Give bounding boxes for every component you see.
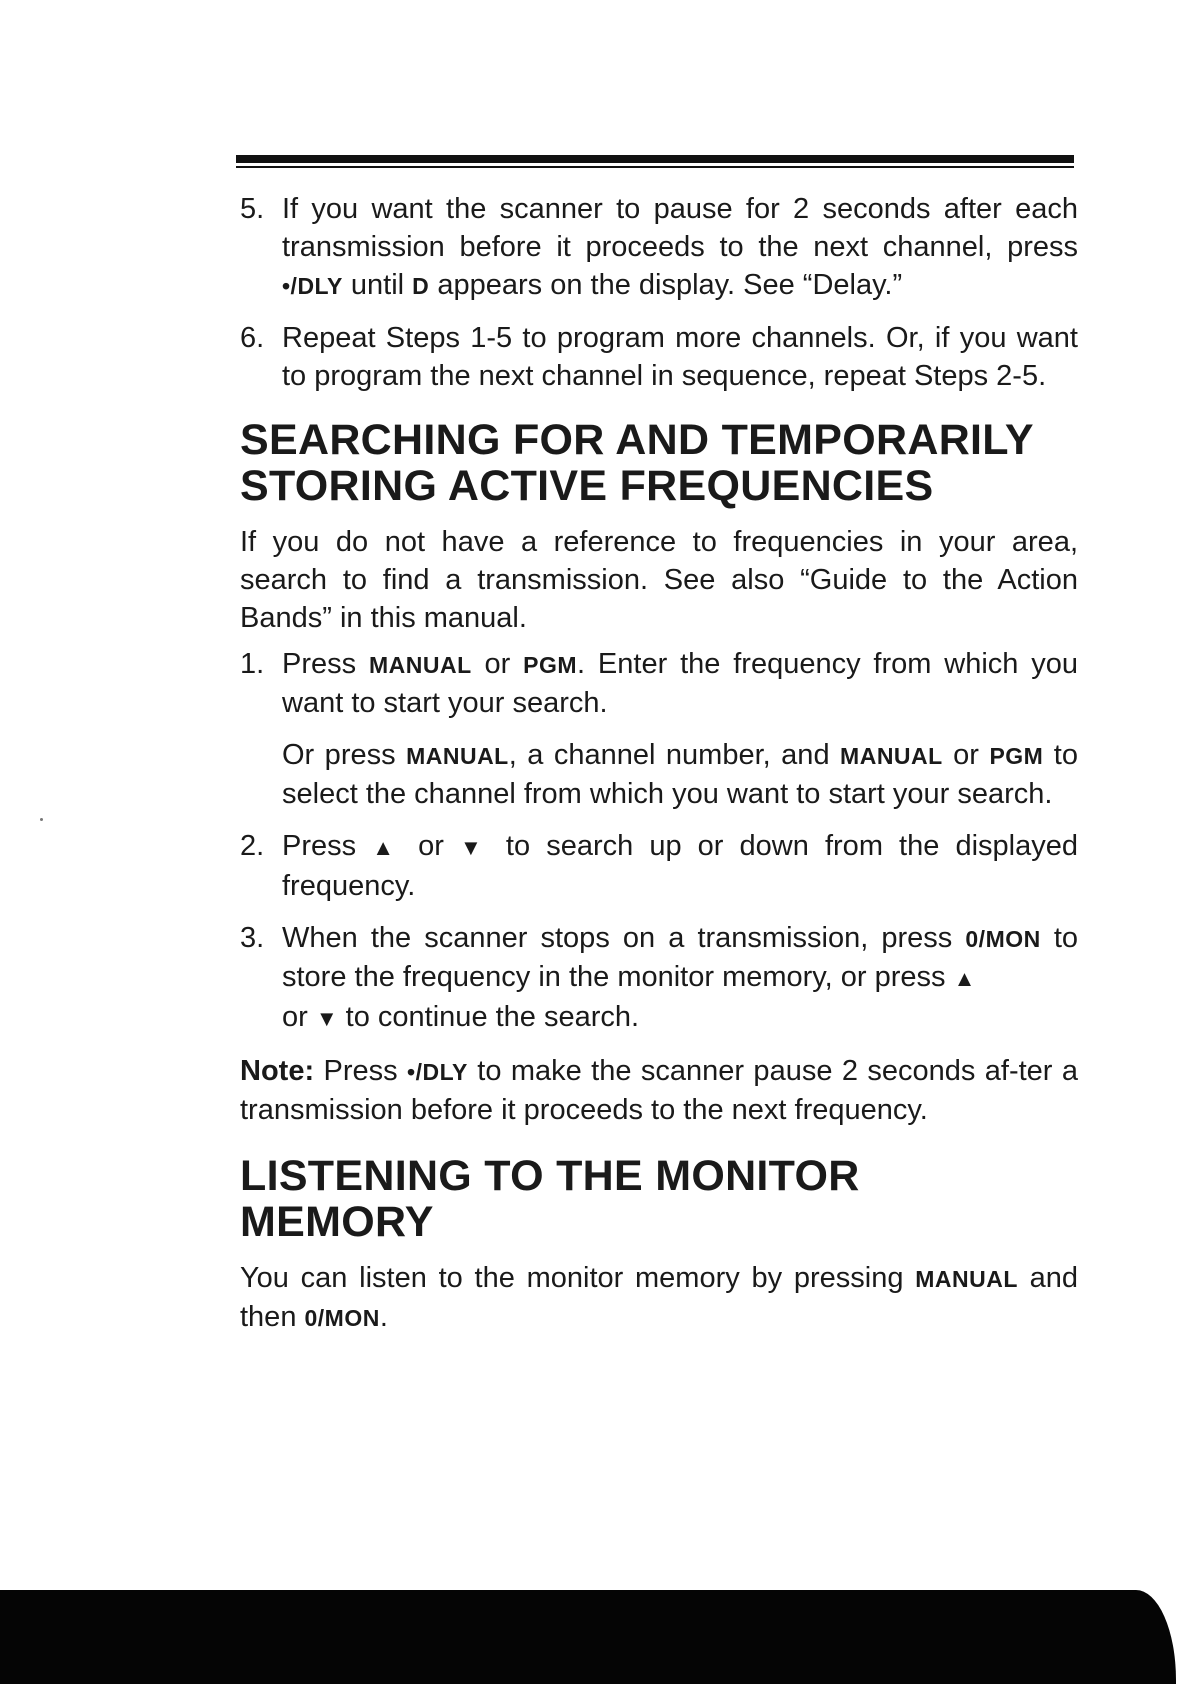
section2-text: You can listen to the monitor memory by pressing MANUAL and then 0/MON. (240, 1262, 1078, 1333)
note-label: Note: (240, 1055, 315, 1087)
step-number: 1. (240, 648, 265, 680)
step-2 (240, 827, 1078, 905)
key-manual: MANUAL (368, 652, 472, 678)
key-manual: MANUAL (840, 743, 943, 769)
step-number: 2. (240, 830, 265, 862)
key-mon: 0/MON (965, 926, 1041, 952)
section-intro: If you do not have a reference to frequencies in your area, search to find a transmission. See also “Guide to the Action Bands” in this manual. (240, 526, 1078, 634)
step-text: Repeat Steps 1-5 to program more channels. Or, if you want to program the next channel in sequence, repeat Steps 2-5. (282, 322, 1078, 392)
key-manual: MANUAL (915, 1266, 1018, 1292)
top-rule-thick (236, 155, 1074, 163)
key-pgm: PGM (989, 743, 1044, 769)
step-text: When the scanner stops on a transmission, press 0/MON to store the frequency in the monitor memory, or press ▲ or ▼ to continue the search. (282, 922, 1079, 1033)
step-number: 6. (240, 322, 265, 354)
scan-speck (40, 818, 43, 821)
step-alt-text: Or press MANUAL, a channel number, and MANUAL or PGM to select the channel from which you want to start your search. (282, 739, 1078, 810)
section-heading-listening: LISTENING TO THE MONITOR MEMORY (240, 1152, 860, 1246)
step-text: Press MANUAL or PGM. Enter the frequency from which you want to start your search. (282, 648, 1079, 719)
step-5 (240, 190, 1078, 305)
section-heading-searching: SEARCHING FOR AND TEMPORARILY STORING ACTIVE FREQUENCIES (240, 416, 1034, 510)
step-3 (240, 919, 1078, 1038)
step-text: If you want the scanner to pause for 2 seconds after each transmission before it proceeds to the next channel, press •/DLY until D appears on the display. See “Delay.” (282, 193, 1078, 301)
key-dly: •/DLY (407, 1059, 468, 1085)
step-6 (240, 319, 1078, 395)
key-manual: MANUAL (406, 743, 509, 769)
down-arrow-icon: ▼ (460, 835, 490, 860)
up-arrow-icon: ▲ (953, 966, 976, 991)
step-text: Press ▲ or ▼ to search up or down from the displayed frequency. (282, 830, 1078, 902)
bottom-black-bar (0, 1590, 1176, 1684)
step-1 (240, 645, 1078, 813)
note-paragraph: Note: Press •/DLY to make the scanner pause 2 seconds af-ter a transmission before it proceeds to the next frequency. (240, 1055, 1078, 1126)
top-rule-thin (236, 166, 1074, 168)
step-number: 5. (240, 193, 265, 225)
key-pgm: PGM (523, 652, 578, 678)
step-number: 3. (240, 922, 265, 954)
page-content (240, 190, 1078, 1337)
key-mon: 0/MON (304, 1305, 380, 1331)
up-arrow-icon: ▲ (372, 835, 403, 860)
display-indicator-d: D (412, 273, 430, 299)
down-arrow-icon: ▼ (315, 1006, 338, 1031)
key-dly: •/DLY (282, 273, 343, 299)
